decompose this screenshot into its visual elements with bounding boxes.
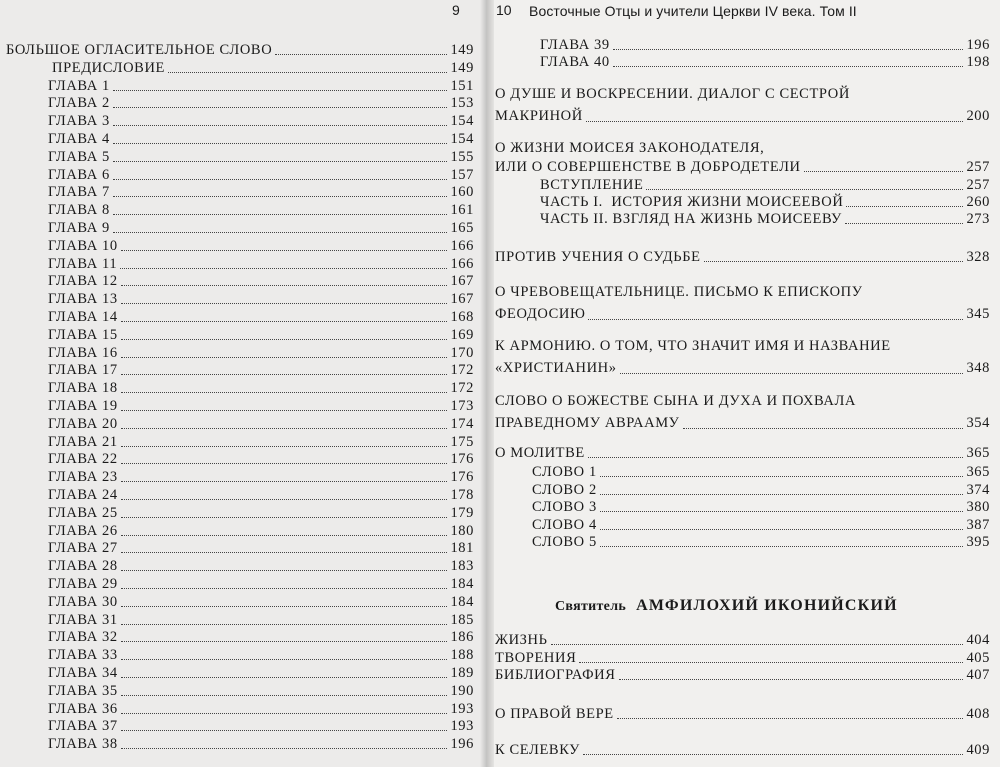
leader-dots [588,319,963,320]
toc-entry-label: ГЛАВА 40 [540,54,610,70]
leader-dots [113,143,448,144]
toc-entry-page: 196 [450,736,474,753]
toc-entry [495,667,990,684]
toc-entry-page: 167 [450,273,474,290]
book-gutter [480,0,494,767]
toc-entry-page: 174 [450,415,474,432]
toc-entry-page: 180 [450,522,474,539]
toc-entry-label: ГЛАВА 30 [48,593,118,610]
toc-entry-divinity [495,390,990,434]
left-page [0,0,487,767]
toc-entry-page: 193 [450,700,474,717]
toc-entry-page: 365 [966,445,990,461]
toc-entry-page: 365 [966,464,990,480]
leader-dots [121,748,448,749]
toc-entry-label-line1: О ЧРЕВОВЕЩАТЕЛЬНИЦЕ. ПИСЬМО К ЕПИСКОПУ [495,284,863,300]
toc-entry-label: ГЛАВА 4 [48,131,110,147]
toc-entry-page: 395 [966,534,990,551]
leader-dots [121,730,448,731]
toc-subentry [48,184,474,201]
toc-entry-label: ГЛАВА 3 [48,113,110,130]
leader-dots [113,125,448,126]
toc-subentry [48,416,474,433]
toc-entry-page: 154 [450,113,474,130]
toc-subentry [48,523,474,540]
toc-subentry [540,177,990,194]
toc-subentry [48,220,474,237]
leader-dots [121,535,448,536]
leader-dots [683,428,964,429]
toc-subentry [48,647,474,664]
toc-entry-label-line1: К АРМОНИЮ. О ТОМ, ЧТО ЗНАЧИТ ИМЯ И НАЗВАНИЕ [495,338,891,354]
toc-entry-label: ГЛАВА 5 [48,148,110,165]
leader-dots [579,662,963,663]
leader-dots [121,250,448,251]
leader-dots [620,373,964,374]
leader-dots [168,72,447,73]
toc-entry-label: ГЛАВА 10 [48,237,118,254]
leader-dots [588,457,964,458]
toc-entry-moses [495,139,990,177]
leader-dots [121,695,448,696]
toc-entry-page: 169 [450,326,474,343]
toc-subentry [48,736,474,753]
toc-entry-page: 185 [450,611,474,628]
toc-subentry [532,534,990,551]
toc-entry-page: 183 [450,558,474,575]
toc-entry [495,650,990,667]
toc-entry-label: ГЛАВА 32 [48,629,118,646]
toc-entry-label: ГЛАВА 14 [48,309,118,325]
toc-subentry [48,291,474,308]
leader-dots [121,606,448,607]
toc-entry-prayer [495,445,990,462]
toc-entry-page: 175 [450,433,474,450]
toc-entry-page: 172 [450,380,474,397]
toc-subentry [540,194,990,211]
toc-entry-page: 167 [450,291,474,308]
toc-entry-page: 273 [966,211,990,227]
leader-dots [121,659,448,660]
toc-entry-label: ГЛАВА 2 [48,95,110,112]
toc-entry-page: 260 [966,194,990,210]
toc-entry-label: ГЛАВА 36 [48,700,118,717]
toc-entry-label-line2: МАКРИНОЙ [495,108,583,124]
toc-entry-page: 160 [450,184,474,201]
toc-entry-page: 149 [450,59,474,76]
toc-entry-label: ГЛАВА 13 [48,291,118,308]
toc-subentry [48,594,474,611]
toc-entry-page: 155 [450,148,474,165]
toc-entry-label: ЖИЗНЬ [495,632,548,648]
toc-entry-page: 407 [966,667,990,684]
toc-entry-page: 179 [450,504,474,521]
toc-entry-page: 149 [450,42,474,58]
toc-entry-label: БИБЛИОГРАФИЯ [495,667,616,684]
leader-dots [113,179,448,180]
toc-subentry [48,540,474,557]
right-page-number: 10 [496,2,512,18]
toc-entry-label: БОЛЬШОЕ ОГЛАСИТЕЛЬНОЕ СЛОВО [6,42,273,58]
toc-entry-seleucus [495,742,990,759]
toc-subentry [48,113,474,130]
toc-entry-page: 380 [966,499,990,516]
toc-subentry [52,60,474,77]
toc-entry-label: ГЛАВА 21 [48,433,118,450]
toc-entry-page: 176 [450,451,474,468]
toc-entry-page: 161 [450,202,474,219]
toc-entry-page: 374 [966,481,990,498]
leader-dots [704,261,964,262]
leader-dots [551,644,964,645]
toc-entry-label: ГЛАВА 9 [48,220,110,236]
toc-entry-label: К СЕЛЕВКУ [495,742,581,758]
leader-dots [600,546,964,547]
toc-entry-page: 166 [450,255,474,272]
toc-entry-page: 405 [966,649,990,666]
toc-entry-page: 168 [450,309,474,325]
toc-entry-page: 257 [966,177,990,193]
toc-subentry [48,309,474,326]
toc-entry-label: О МОЛИТВЕ [495,445,585,461]
toc-entry-label: ГЛАВА 28 [48,558,118,575]
toc-entry-label-line1: О ЖИЗНИ МОИСЕЯ ЗАКОНОДАТЕЛЯ, [495,140,765,156]
toc-entry-label: ГЛАВА 18 [48,380,118,397]
toc-entry-page: 196 [966,37,990,53]
leader-dots [121,677,448,678]
toc-entry-label: ГЛАВА 35 [48,682,118,699]
toc-subentry [48,683,474,700]
toc-entry-label: ГЛАВА 19 [48,398,118,414]
toc-subentry [48,576,474,593]
toc-entry [495,632,990,649]
leader-dots [121,552,448,553]
toc-subentry [48,362,474,379]
leader-dots [600,476,964,477]
toc-entry-page: 190 [450,682,474,699]
leader-dots [121,357,448,358]
toc-entry [6,42,474,59]
toc-entry-page: 409 [966,742,990,758]
leader-dots [646,189,963,190]
left-page-number: 9 [452,2,460,18]
leader-dots [120,268,447,269]
leader-dots [846,206,963,207]
toc-subentry [48,434,474,451]
toc-entry-page: 189 [450,665,474,681]
toc-entry-label: ГЛАВА 34 [48,665,118,681]
toc-entry-label: ГЛАВА 12 [48,273,118,290]
toc-subentry [532,499,990,516]
leader-dots [613,66,964,67]
toc-subentry [48,131,474,148]
toc-entry [540,54,990,71]
toc-entry-label: ЧАСТЬ II. ВЗГЛЯД НА ЖИЗНЬ МОИСЕЕВУ [540,211,842,227]
toc-entry-label-line2: ПРАВЕДНОМУ АВРААМУ [495,415,680,431]
toc-subentry [48,78,474,95]
toc-entry-label: СЛОВО 5 [532,534,597,551]
leader-dots [275,54,447,55]
leader-dots [121,374,448,375]
leader-dots [121,428,448,429]
toc-entry-label: ВСТУПЛЕНИЕ [540,177,644,193]
toc-entry-label: ГЛАВА 16 [48,344,118,361]
toc-subentry [48,701,474,718]
toc-subentry [48,398,474,415]
toc-entry-page: 257 [966,159,990,175]
toc-entry-page: 345 [966,306,990,322]
leader-dots [121,303,448,304]
leader-dots [121,446,448,447]
leader-dots [113,107,448,108]
toc-entry-page: 387 [966,516,990,533]
toc-entry-page: 153 [450,95,474,112]
toc-entry-armonius [495,335,990,379]
toc-subentry [48,505,474,522]
toc-subentry [48,238,474,255]
toc-subentry [48,327,474,344]
leader-dots [613,49,964,50]
toc-entry-label-line1: О ДУШЕ И ВОСКРЕСЕНИИ. ДИАЛОГ С СЕСТРОЙ [495,86,850,102]
toc-entry-label: ПРОТИВ УЧЕНИЯ О СУДЬБЕ [495,249,701,265]
toc-entry-label: ГЛАВА 31 [48,611,118,628]
toc-subentry [540,211,990,228]
toc-entry-soul [495,83,990,127]
leader-dots [113,232,448,233]
leader-dots [600,529,964,530]
leader-dots [113,196,448,197]
toc-entry-page: 184 [450,593,474,610]
leader-dots [121,285,448,286]
toc-subentry [48,380,474,397]
toc-entry-label: СЛОВО 2 [532,481,597,498]
toc-entry-page: 170 [450,344,474,361]
toc-subentry [48,612,474,629]
toc-entry-fate [495,249,990,266]
toc-entry-label: ГЛАВА 6 [48,166,110,183]
toc-entry-page: 181 [450,540,474,557]
leader-dots [617,718,964,719]
leader-dots [113,161,448,162]
toc-entry-page: 348 [966,360,990,376]
toc-entry-label: ГЛАВА 26 [48,522,118,539]
leader-dots [121,570,448,571]
toc-entry-label: ЧАСТЬ I. ИСТОРИЯ ЖИЗНИ МОИСЕЕВОЙ [540,194,844,210]
right-page [487,0,1000,767]
toc-subentry [48,718,474,735]
toc-entry-label: ГЛАВА 25 [48,504,118,521]
toc-subentry [48,629,474,646]
toc-entry-label: ГЛАВА 23 [48,469,118,486]
leader-dots [121,392,448,393]
toc-entry-label: ГЛАВА 20 [48,415,118,432]
toc-entry-page: 404 [966,632,990,648]
toc-entry-label: ГЛАВА 24 [48,487,118,503]
toc-subentry [48,149,474,166]
toc-entry-page: 178 [450,487,474,503]
toc-entry-label: ГЛАВА 11 [48,255,118,272]
toc-entry-label: ГЛАВА 1 [48,77,110,94]
toc-subentry [48,451,474,468]
toc-entry-label: ГЛАВА 22 [48,451,118,468]
toc-entry-page: 186 [450,629,474,646]
leader-dots [121,641,448,642]
toc-subentry [48,345,474,362]
toc-subentry [532,482,990,499]
toc-entry-page: 198 [966,54,990,70]
leader-dots [121,499,448,500]
author-name: АМФИЛОХИЙ ИКОНИЙСКИЙ [636,597,898,614]
toc-subentry [532,517,990,534]
leader-dots [121,410,448,411]
leader-dots [619,679,964,680]
toc-subentry [48,167,474,184]
leader-dots [121,321,448,322]
leader-dots [121,624,448,625]
leader-dots [600,494,964,495]
toc-entry-label: О ПРАВОЙ ВЕРЕ [495,706,614,722]
toc-entry-label: ПРЕДИСЛОВИЕ [52,59,165,76]
toc-entry-page: 193 [450,718,474,735]
toc-entry-label: СЛОВО 3 [532,499,597,516]
toc-entry-label: СЛОВО 1 [532,464,597,480]
toc-entry-label: ТВОРЕНИЯ [495,649,577,666]
leader-dots [121,339,448,340]
toc-subentry [48,202,474,219]
leader-dots [121,588,448,589]
toc-entry-label-line2: ИЛИ О СОВЕРШЕНСТВЕ В ДОБРОДЕТЕЛИ [495,159,801,175]
toc-entry-label: ГЛАВА 37 [48,718,118,735]
toc-entry-label: ГЛАВА 27 [48,540,118,557]
leader-dots [121,517,448,518]
leader-dots [583,754,963,755]
toc-entry-page: 184 [450,576,474,592]
toc-entry-label: СЛОВО 4 [532,516,597,533]
leader-dots [113,90,448,91]
toc-entry-page: 173 [450,398,474,414]
toc-entry-page: 165 [450,220,474,236]
toc-subentry [48,273,474,290]
toc-subentry [48,665,474,682]
toc-entry-label: ГЛАВА 33 [48,647,118,664]
toc-entry-label: ГЛАВА 39 [540,37,610,53]
toc-entry-page: 154 [450,131,474,147]
toc-entry-label: ГЛАВА 38 [48,736,118,753]
toc-subentry [532,464,990,481]
toc-entry-label: ГЛАВА 7 [48,184,110,201]
toc-entry-page: 200 [966,108,990,124]
leader-dots [121,463,448,464]
leader-dots [121,481,448,482]
toc-entry-label: ГЛАВА 17 [48,362,118,379]
toc-subentry [48,558,474,575]
toc-entry-page: 354 [966,415,990,431]
author-rank: Святитель [555,599,627,614]
toc-entry-page: 176 [450,469,474,486]
leader-dots [804,171,964,172]
toc-entry-page: 172 [450,362,474,379]
leader-dots [586,121,964,122]
toc-entry-page: 157 [450,166,474,183]
toc-subentry [48,487,474,504]
leader-dots [121,713,448,714]
toc-entry-label: ГЛАВА 15 [48,326,118,343]
toc-entry-label: ГЛАВА 29 [48,576,118,592]
toc-entry-page: 188 [450,647,474,664]
running-head: Восточные Отцы и учители Церкви IV века. Том II [529,3,857,19]
leader-dots [600,511,964,512]
toc-subentry [48,469,474,486]
toc-entry-page: 166 [450,237,474,254]
leader-dots [845,223,964,224]
toc-entry-page: 151 [450,77,474,94]
toc-entry-label-line2: ФЕОДОСИЮ [495,306,586,322]
toc-entry-faith [495,706,990,723]
toc-entry-label-line2: «ХРИСТИАНИН» [495,360,617,376]
toc-entry-label: ГЛАВА 8 [48,202,110,219]
leader-dots [113,214,448,215]
toc-subentry [48,95,474,112]
toc-entry [540,37,990,54]
toc-entry-page: 408 [966,706,990,722]
toc-entry-label-line1: СЛОВО О БОЖЕСТВЕ СЫНА И ДУХА И ПОХВАЛА [495,393,856,409]
toc-entry-ventriloquist [495,281,990,325]
toc-subentry [48,256,474,273]
toc-entry-page: 328 [966,249,990,265]
author-heading [555,597,898,615]
